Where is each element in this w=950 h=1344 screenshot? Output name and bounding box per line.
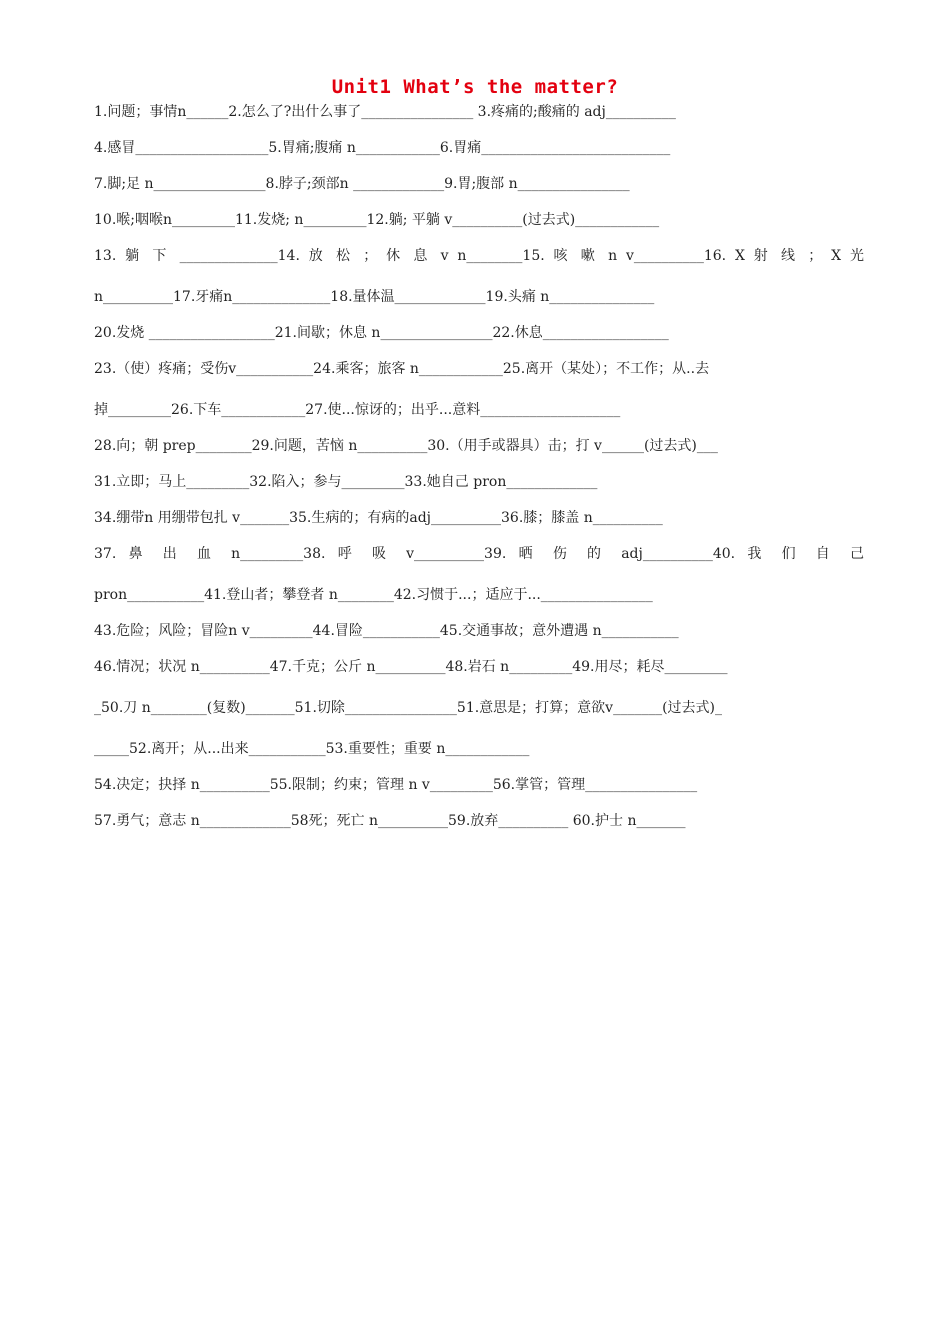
vocab-line: _____52.离开；从...出来___________53.重要性；重要 n____________ — [94, 741, 530, 757]
vocab-line: 23.（使）疼痛；受伤v___________24.乘客；旅客 n____________25.离开（某处）；不工作；从..去 — [94, 361, 710, 377]
vocab-line: n__________17.牙痛n______________18.量体温_____________19.头痛 n_______________ — [94, 289, 655, 305]
vocab-line: 31.立即；马上_________32.陷入；参与_________33.她自己 pron_____________ — [94, 474, 598, 490]
vocab-line: pron___________41.登山者；攀登者 n________42.习惯于...；适应于...________________ — [94, 587, 653, 603]
vocab-line: 7.脚;足 n________________8.脖子;颈部n _____________9.胃;腹部 n________________ — [94, 176, 630, 192]
vocab-line: _50.刀 n________(复数)_______51.切除________________51.意思是；打算；意欲v_______(过去式)_ — [94, 700, 723, 716]
vocab-line: 34.绷带n 用绷带包扎 v_______35.生病的；有病的adj__________36.膝；膝盖 n__________ — [94, 510, 663, 526]
vocab-line: 46.情况；状况 n__________47.千克；公斤 n__________48.岩石 n_________49.用尽；耗尽_________ — [94, 659, 728, 675]
vocab-line: 54.决定；抉择 n__________55.限制；约束；管理 n v_________56.掌管；管理________________ — [94, 777, 698, 793]
vocab-line: 4.感冒___________________5.胃痛;腹痛 n____________6.胃痛___________________________ — [94, 140, 671, 156]
vocab-line: 1.问题；事情n______2.怎么了?出什么事了________________ 3.疼痛的;酸痛的 adj__________ — [94, 104, 676, 120]
vocab-line: 28.向；朝 prep________29.问题，苦恼 n__________30.（用手或器具）击；打 v______(过去式)___ — [94, 438, 718, 454]
vocab-line: 掉_________26.下车____________27.使...惊讶的；出乎...意料____________________ — [94, 402, 621, 418]
worksheet-title: Unit1 What’s the matter? — [331, 76, 619, 98]
vocab-line: 43.危险；风险；冒险n v_________44.冒险___________45.交通事故；意外遭遇 n___________ — [94, 623, 679, 639]
vocab-line: 57.勇气；意志 n_____________58死；死亡 n__________59.放弃__________ 60.护士 n_______ — [94, 813, 686, 829]
vocab-line: 20.发烧 __________________21.间歇；休息 n________________22.休息__________________ — [94, 325, 669, 341]
vocab-line: 10.喉;咽喉n_________11.发烧; n_________12.躺; 平躺 v__________(过去式)____________ — [94, 212, 660, 228]
vocab-line: 13. 躺 下 ______________14. 放 松 ； 休 息 v n________15. 咳 嗽 n v__________16. X 射 线 ； X 光 — [94, 248, 864, 264]
vocab-line: 37. 鼻 出 血 n_________38. 呼 吸 v__________39. 晒 伤 的 adj__________40. 我 们 自 己 — [94, 546, 864, 562]
